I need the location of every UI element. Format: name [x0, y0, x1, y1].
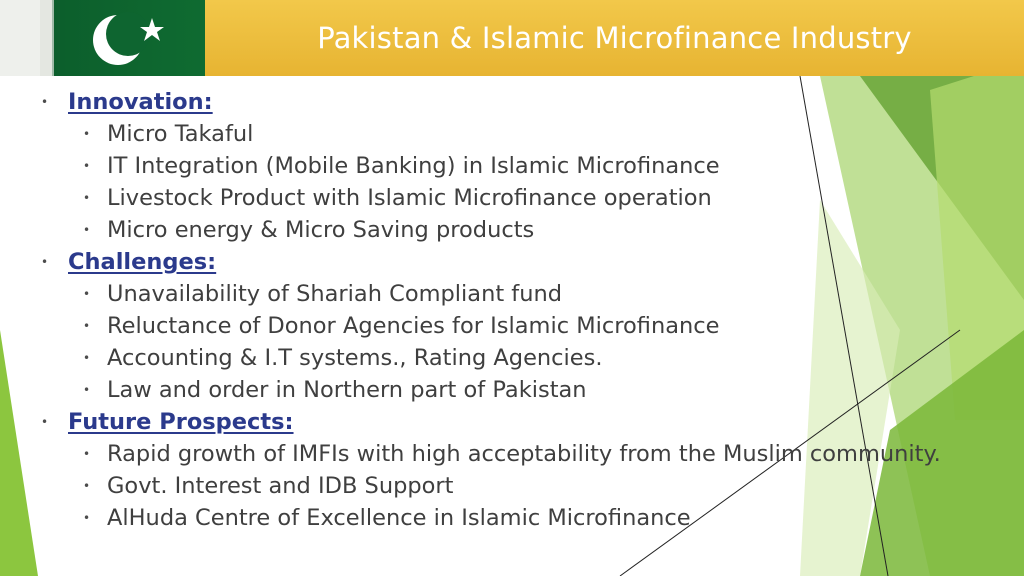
bullet-dot-icon: •	[83, 319, 91, 333]
list-item-text: Rapid growth of IMFIs with high acceptability from the Muslim community.	[107, 441, 941, 467]
list-item-text: Micro energy & Micro Saving products	[107, 217, 535, 243]
bullet-dot-icon: •	[83, 191, 91, 205]
list-item	[0, 342, 1000, 374]
list-item	[0, 374, 1000, 406]
bullet-dot-icon: •	[41, 415, 49, 429]
list-item-text: Reluctance of Donor Agencies for Islamic Microfinance	[107, 313, 720, 339]
list-item-text: Accounting & I.T systems., Rating Agencies.	[107, 345, 603, 371]
bullet-dot-icon: •	[83, 511, 91, 525]
slide-content	[0, 86, 1000, 534]
list-item	[0, 118, 1000, 150]
section-heading-row	[0, 246, 1000, 278]
list-item-text: Micro Takaful	[107, 121, 254, 147]
section-heading: Innovation:	[68, 89, 213, 115]
bullet-dot-icon: •	[83, 127, 91, 141]
list-item	[0, 438, 1000, 470]
list-item	[0, 278, 1000, 310]
list-item-text: IT Integration (Mobile Banking) in Islamic Microfinance	[107, 153, 720, 179]
list-item-text: Law and order in Northern part of Pakistan	[107, 377, 587, 403]
pakistan-flag-icon	[0, 0, 205, 76]
bullet-dot-icon: •	[83, 479, 91, 493]
list-item	[0, 310, 1000, 342]
list-item-text: AlHuda Centre of Excellence in Islamic Microfinance	[107, 505, 691, 531]
section-challenges	[0, 246, 1000, 406]
bullet-dot-icon: •	[83, 447, 91, 461]
list-item	[0, 470, 1000, 502]
slide-header	[0, 0, 1024, 76]
section-heading-row	[0, 86, 1000, 118]
section-heading-row	[0, 406, 1000, 438]
bullet-dot-icon: •	[83, 287, 91, 301]
list-item	[0, 182, 1000, 214]
list-item-text: Govt. Interest and IDB Support	[107, 473, 454, 499]
section-future-prospects	[0, 406, 1000, 534]
list-item-text: Livestock Product with Islamic Microfinance operation	[107, 185, 712, 211]
list-item	[0, 502, 1000, 534]
section-innovation	[0, 86, 1000, 246]
list-item	[0, 214, 1000, 246]
bullet-dot-icon: •	[41, 255, 49, 269]
bullet-dot-icon: •	[83, 223, 91, 237]
bullet-dot-icon: •	[83, 383, 91, 397]
list-item	[0, 150, 1000, 182]
slide-title: Pakistan & Islamic Microfinance Industry	[317, 21, 912, 55]
bullet-dot-icon: •	[83, 351, 91, 365]
bullet-dot-icon: •	[41, 95, 49, 109]
section-heading: Future Prospects:	[68, 409, 294, 435]
bullet-dot-icon: •	[83, 159, 91, 173]
section-heading: Challenges:	[68, 249, 217, 275]
list-item-text: Unavailability of Shariah Compliant fund	[107, 281, 563, 307]
